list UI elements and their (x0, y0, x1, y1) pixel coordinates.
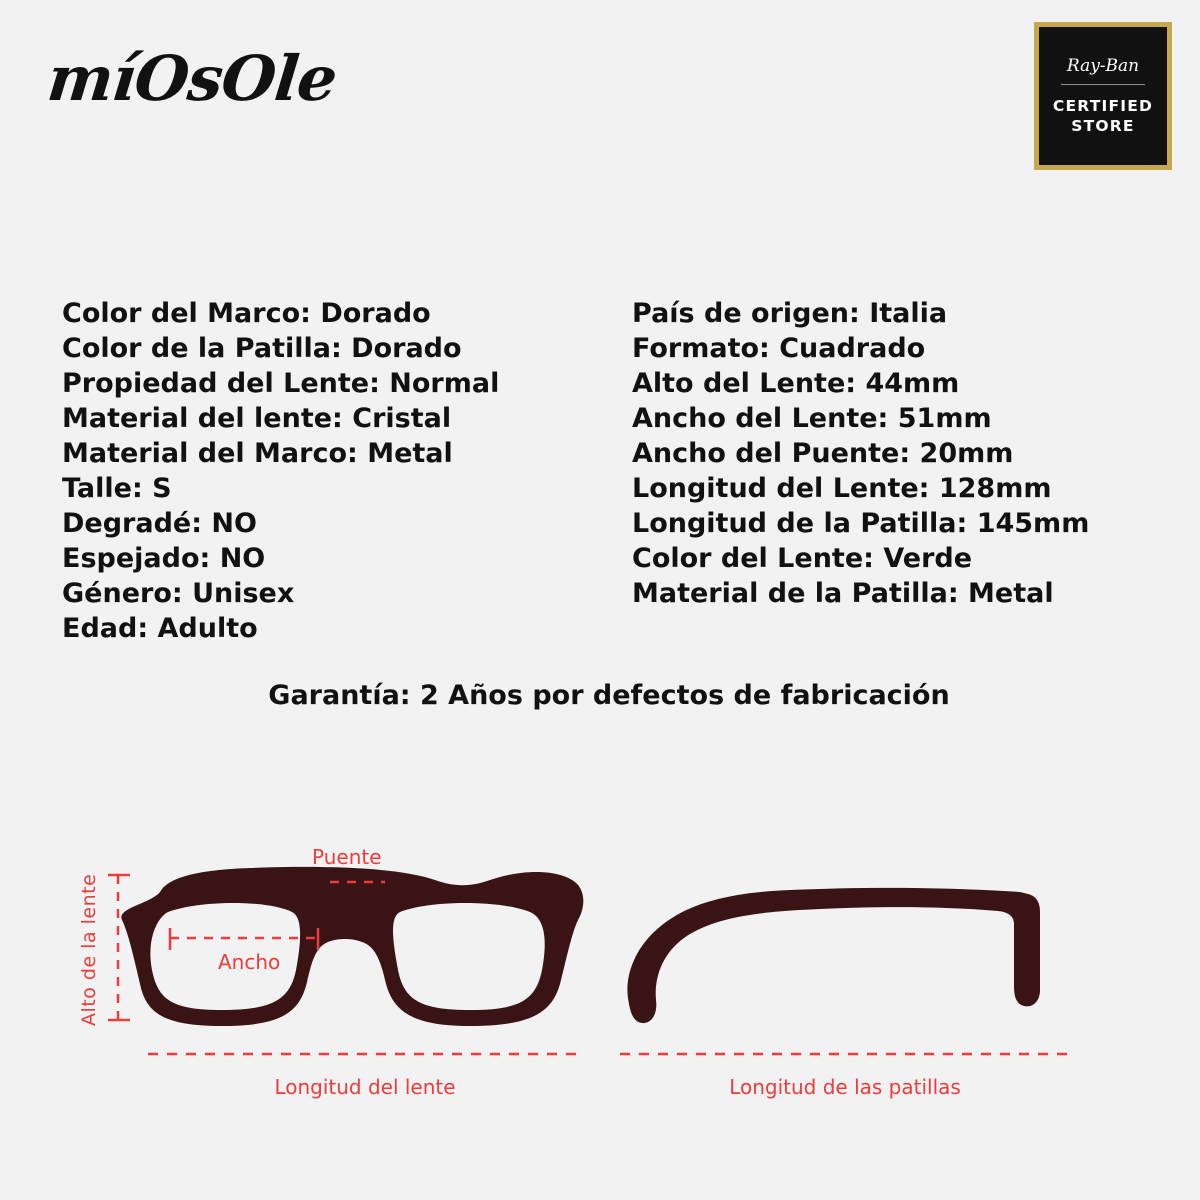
spec-item: Talle: S (62, 473, 172, 504)
ray-ban-script-logo: Ray-Ban (1066, 56, 1140, 77)
eyeglasses-temple-side-icon (627, 888, 1040, 1023)
spec-item: Espejado: NO (62, 543, 266, 574)
spec-item: Formato: Cuadrado (632, 333, 926, 364)
brand-logo: míOsOle (44, 42, 340, 115)
badge-certified-label: CERTIFIED (1052, 97, 1154, 116)
spec-item: Propiedad del Lente: Normal (62, 368, 500, 399)
specs-column-right (632, 296, 1192, 646)
specifications (0, 296, 1200, 646)
spec-item: Edad: Adulto (62, 613, 258, 644)
spec-item: País de origen: Italia (632, 298, 948, 329)
measurement-diagram (0, 820, 1200, 1150)
ray-ban-certified-store-badge (1034, 22, 1172, 170)
label-ancho: Ancho (218, 950, 281, 974)
badge-divider (1061, 84, 1145, 85)
caption-longitud-del-lente: Longitud del lente (274, 1075, 456, 1099)
spec-item: Alto del Lente: 44mm (632, 368, 960, 399)
caption-longitud-de-las-patillas: Longitud de las patillas (729, 1075, 961, 1099)
spec-item: Material del Marco: Metal (62, 438, 453, 469)
spec-item: Ancho del Puente: 20mm (632, 438, 1014, 469)
badge-store-label: STORE (1071, 116, 1135, 135)
label-puente: Puente (312, 845, 382, 869)
spec-item: Color del Marco: Dorado (62, 298, 431, 329)
spec-item: Material de la Patilla: Metal (632, 578, 1054, 609)
spec-item: Longitud de la Patilla: 145mm (632, 508, 1090, 539)
eyeglasses-front-icon (121, 867, 583, 1026)
specs-column-left (62, 296, 622, 646)
warranty-text: Garantía: 2 Años por defectos de fabricación (268, 680, 950, 711)
spec-item: Material del lente: Cristal (62, 403, 452, 434)
spec-item: Degradé: NO (62, 508, 257, 539)
spec-item: Color del Lente: Verde (632, 543, 973, 574)
spec-item: Género: Unisex (62, 578, 295, 609)
label-alto-de-la-lente: Alto de la lente (78, 873, 100, 1027)
spec-item: Longitud del Lente: 128mm (632, 473, 1052, 504)
spec-item: Ancho del Lente: 51mm (632, 403, 992, 434)
spec-item: Color de la Patilla: Dorado (62, 333, 462, 364)
